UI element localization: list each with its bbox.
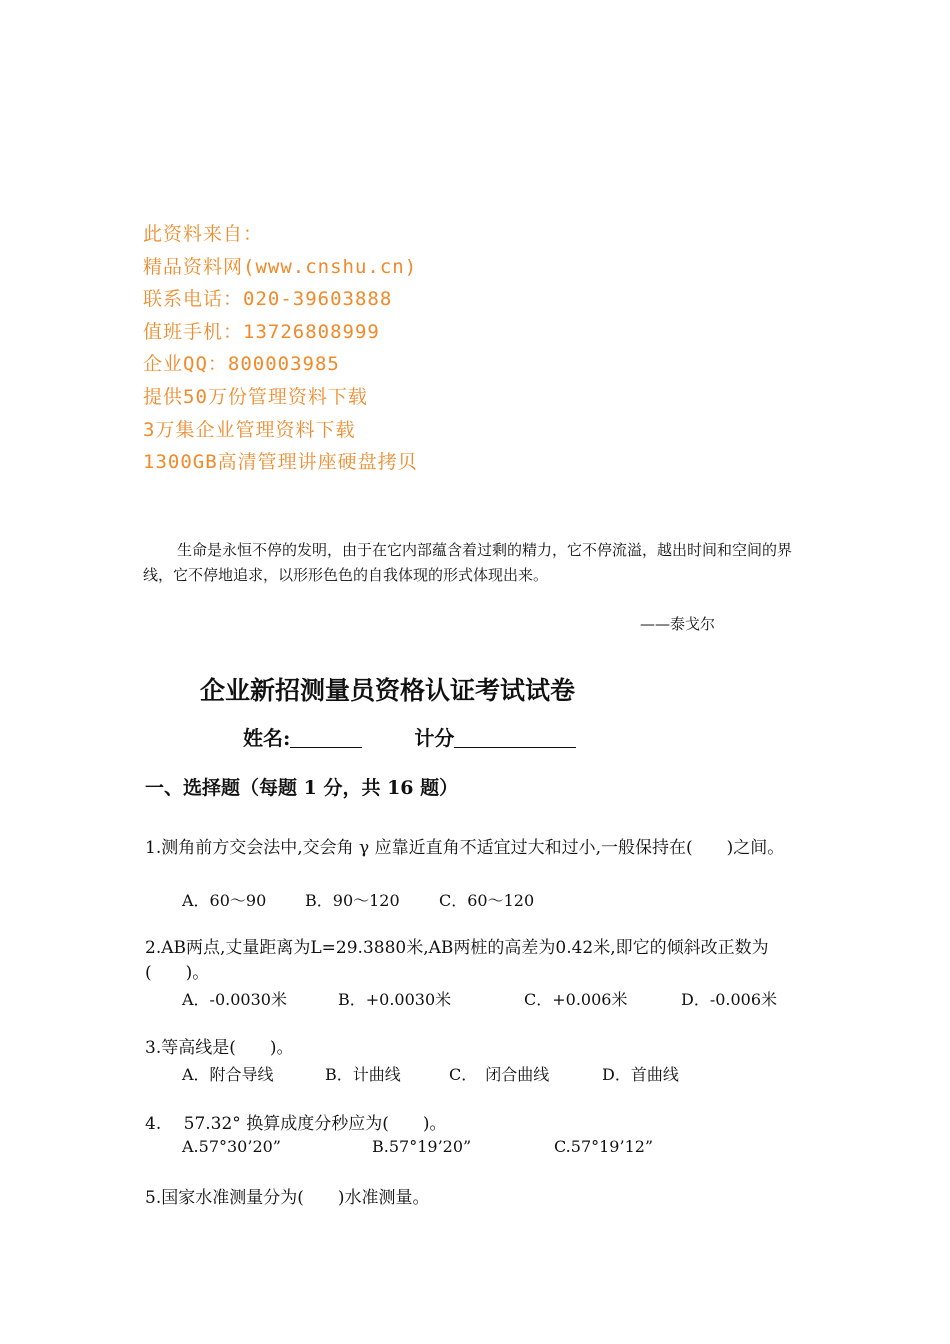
option: C．60～120 [439, 891, 535, 910]
ad-line: 联系电话：020-39603888 [143, 288, 393, 311]
exam-title: 企业新招测量员资格认证考试试卷 [200, 676, 576, 705]
question-3-options [182, 1062, 679, 1085]
name-score-row [243, 722, 576, 751]
section-heading: 一、选择题（每题 1 分，共 16 题） [145, 777, 459, 799]
name-blank [290, 727, 362, 748]
question-5: 5.国家水准测量分为( )水准测量。 [145, 1188, 430, 1208]
question-1: 1.测角前方交会法中,交会角 γ 应靠近直角不适宜过大和过小,一般保持在( )之间。 [145, 838, 785, 858]
score-label: 计分 [414, 726, 455, 750]
question-3: 3.等高线是( )。 [145, 1038, 294, 1058]
ad-line: 企业QQ：800003985 [143, 353, 340, 376]
ad-line: 值班手机：13726808999 [143, 320, 380, 343]
ad-line: 提供50万份管理资料下载 [143, 385, 368, 408]
option: A．附合导线 [182, 1065, 274, 1084]
option: C． 闭合曲线 [449, 1065, 550, 1084]
name-label: 姓名: [243, 726, 291, 750]
question-4-options [182, 1137, 653, 1156]
option: B．90～120 [305, 891, 400, 910]
quote-text: 生命是永恒不停的发明，由于在它内部蕴含着过剩的精力，它不停流溢，越出时间和空间的界线，它不停地追求，以形形色色的自我体现的形式体现出来。 [143, 541, 793, 584]
question-2-options [182, 987, 777, 1010]
ad-line: 此资料来自： [143, 223, 264, 245]
option: C.57°19’12” [554, 1137, 654, 1156]
score-blank [454, 727, 576, 748]
ad-line: 1300GB高清管理讲座硬盘拷贝 [143, 451, 418, 474]
option: A．-0.0030米 [182, 990, 287, 1009]
option: B．+0.0030米 [338, 990, 452, 1009]
option: B.57°19’20” [372, 1137, 472, 1156]
quote-block [143, 538, 813, 588]
option: D．首曲线 [602, 1065, 679, 1084]
question-4: 4. 57.32° 换算成度分秒应为( )。 [145, 1114, 447, 1134]
ad-line: 3万集企业管理资料下载 [143, 418, 356, 441]
option: D．-0.006米 [681, 990, 778, 1009]
option: C．+0.006米 [524, 990, 628, 1009]
ad-line: 精品资料网(www.cnshu.cn) [143, 255, 418, 278]
source-info-block [143, 218, 418, 479]
option: A.57°30’20” [182, 1137, 281, 1156]
quote-author: ——泰戈尔 [640, 615, 716, 633]
option: B．计曲线 [325, 1065, 401, 1084]
question-1-options [182, 888, 534, 911]
option: A．60～90 [182, 891, 267, 910]
question-2: 2.AB两点,丈量距离为L=29.3880米,AB两桩的高差为0.42米,即它的倾斜改正数为( )。 [145, 938, 769, 983]
